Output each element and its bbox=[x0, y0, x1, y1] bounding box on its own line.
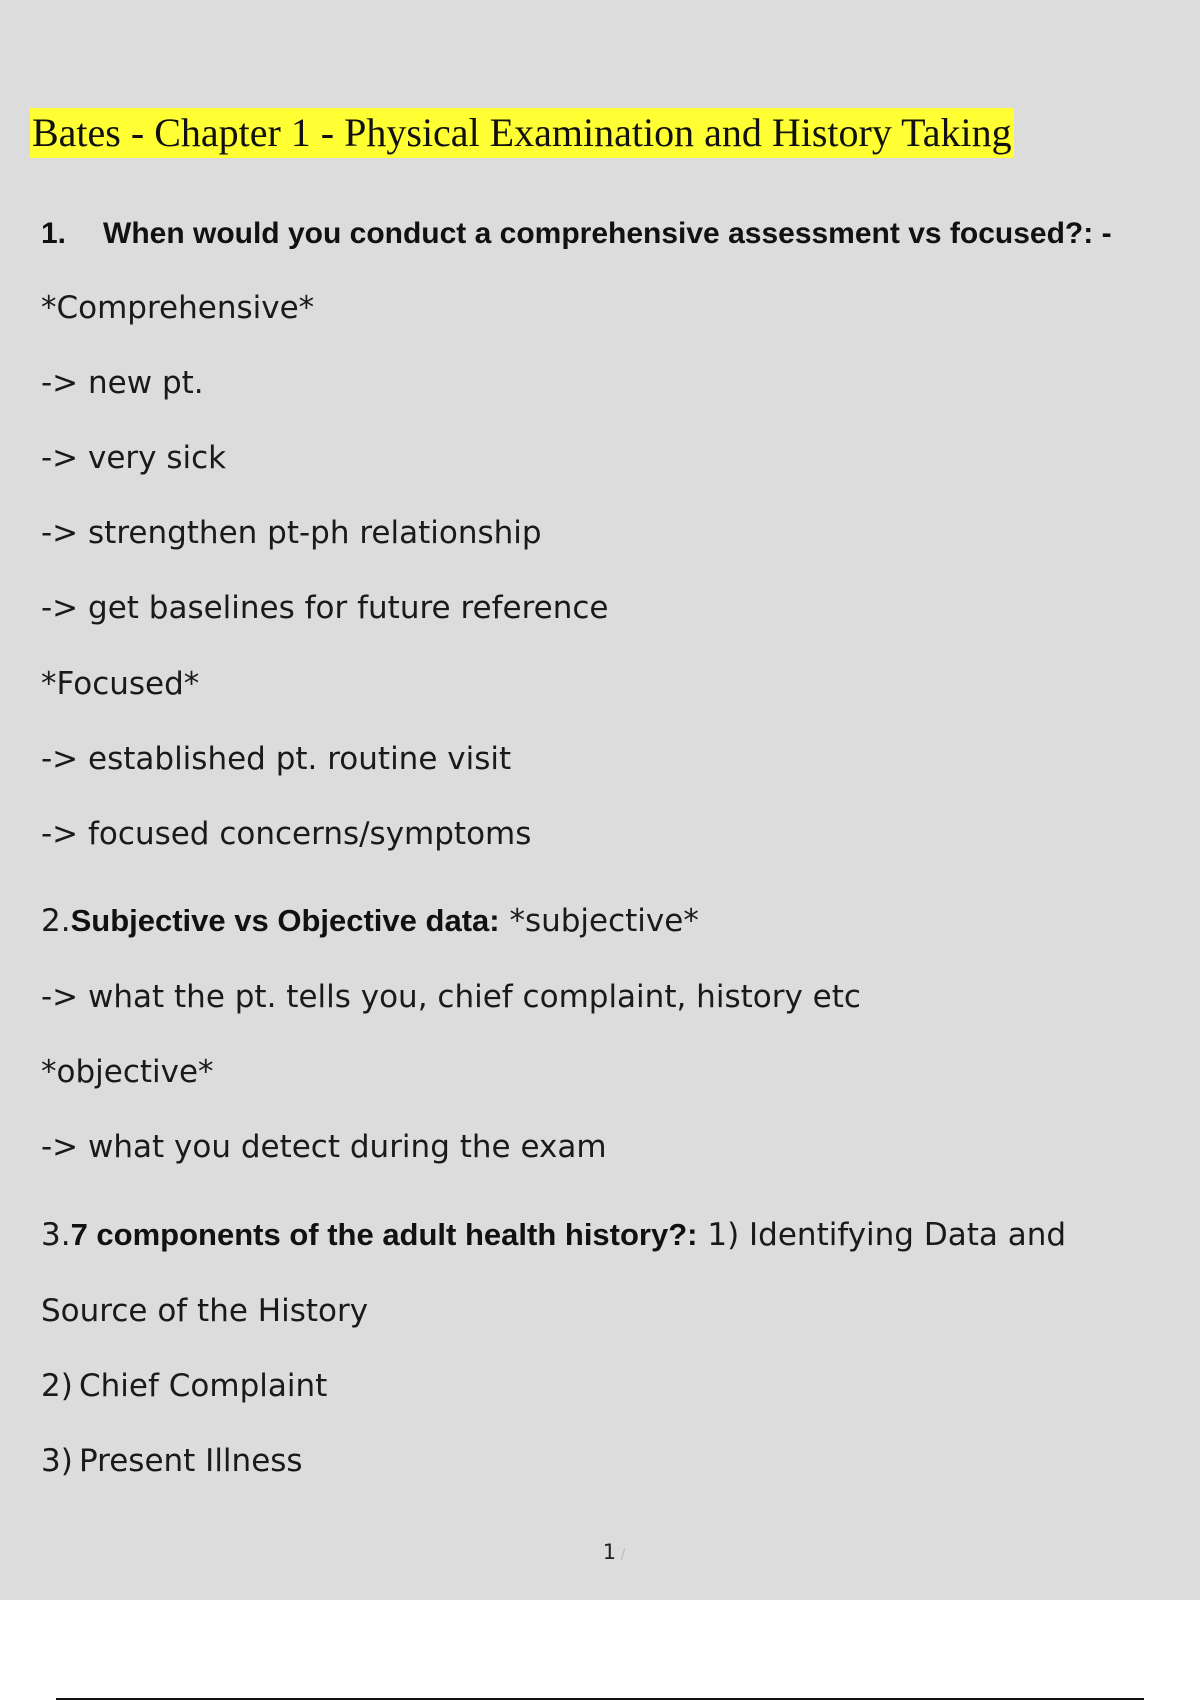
q1-line: -> focused concerns/symptoms bbox=[41, 816, 532, 852]
q1-line: -> strengthen pt-ph relationship bbox=[41, 515, 542, 551]
q1-line: *Focused* bbox=[41, 666, 200, 702]
document-title: Bates - Chapter 1 - Physical Examination and History Taking bbox=[30, 108, 1014, 158]
q2-line: *objective* bbox=[41, 1054, 214, 1090]
q1-line: -> new pt. bbox=[41, 365, 204, 401]
q2-line: -> what you detect during the exam bbox=[41, 1129, 607, 1165]
q1-line: -> established pt. routine visit bbox=[41, 741, 512, 777]
question-3 bbox=[41, 1215, 1066, 1255]
question-2-answer-start: *subjective* bbox=[499, 903, 699, 939]
page-number-value: 1 bbox=[602, 1540, 617, 1564]
q3-line: 3) Present Illness bbox=[41, 1443, 303, 1479]
page-number-suffix: / bbox=[616, 1547, 626, 1563]
q3-line: Source of the History bbox=[41, 1293, 369, 1329]
question-3-number: 3. bbox=[41, 1217, 71, 1253]
question-3-answer-start: 1) Identifying Data and bbox=[697, 1217, 1067, 1253]
q3-line: 2) Chief Complaint bbox=[41, 1368, 328, 1404]
page-number bbox=[0, 1540, 1200, 1564]
question-2-text: Subjective vs Objective data: bbox=[70, 903, 500, 938]
question-1-text: When would you conduct a comprehensive assessment vs focused?: - bbox=[103, 217, 1112, 250]
question-3-text: 7 components of the adult health history?: bbox=[70, 1217, 698, 1252]
question-2 bbox=[41, 901, 699, 941]
question-1-number: 1. bbox=[41, 217, 67, 250]
question-2-number: 2. bbox=[41, 903, 71, 939]
q1-line: -> get baselines for future reference bbox=[41, 590, 609, 626]
q1-line: *Comprehensive* bbox=[41, 290, 315, 326]
q1-line: -> very sick bbox=[41, 440, 227, 476]
q2-line: -> what the pt. tells you, chief complaint, history etc bbox=[41, 979, 861, 1015]
question-1 bbox=[41, 214, 1112, 254]
